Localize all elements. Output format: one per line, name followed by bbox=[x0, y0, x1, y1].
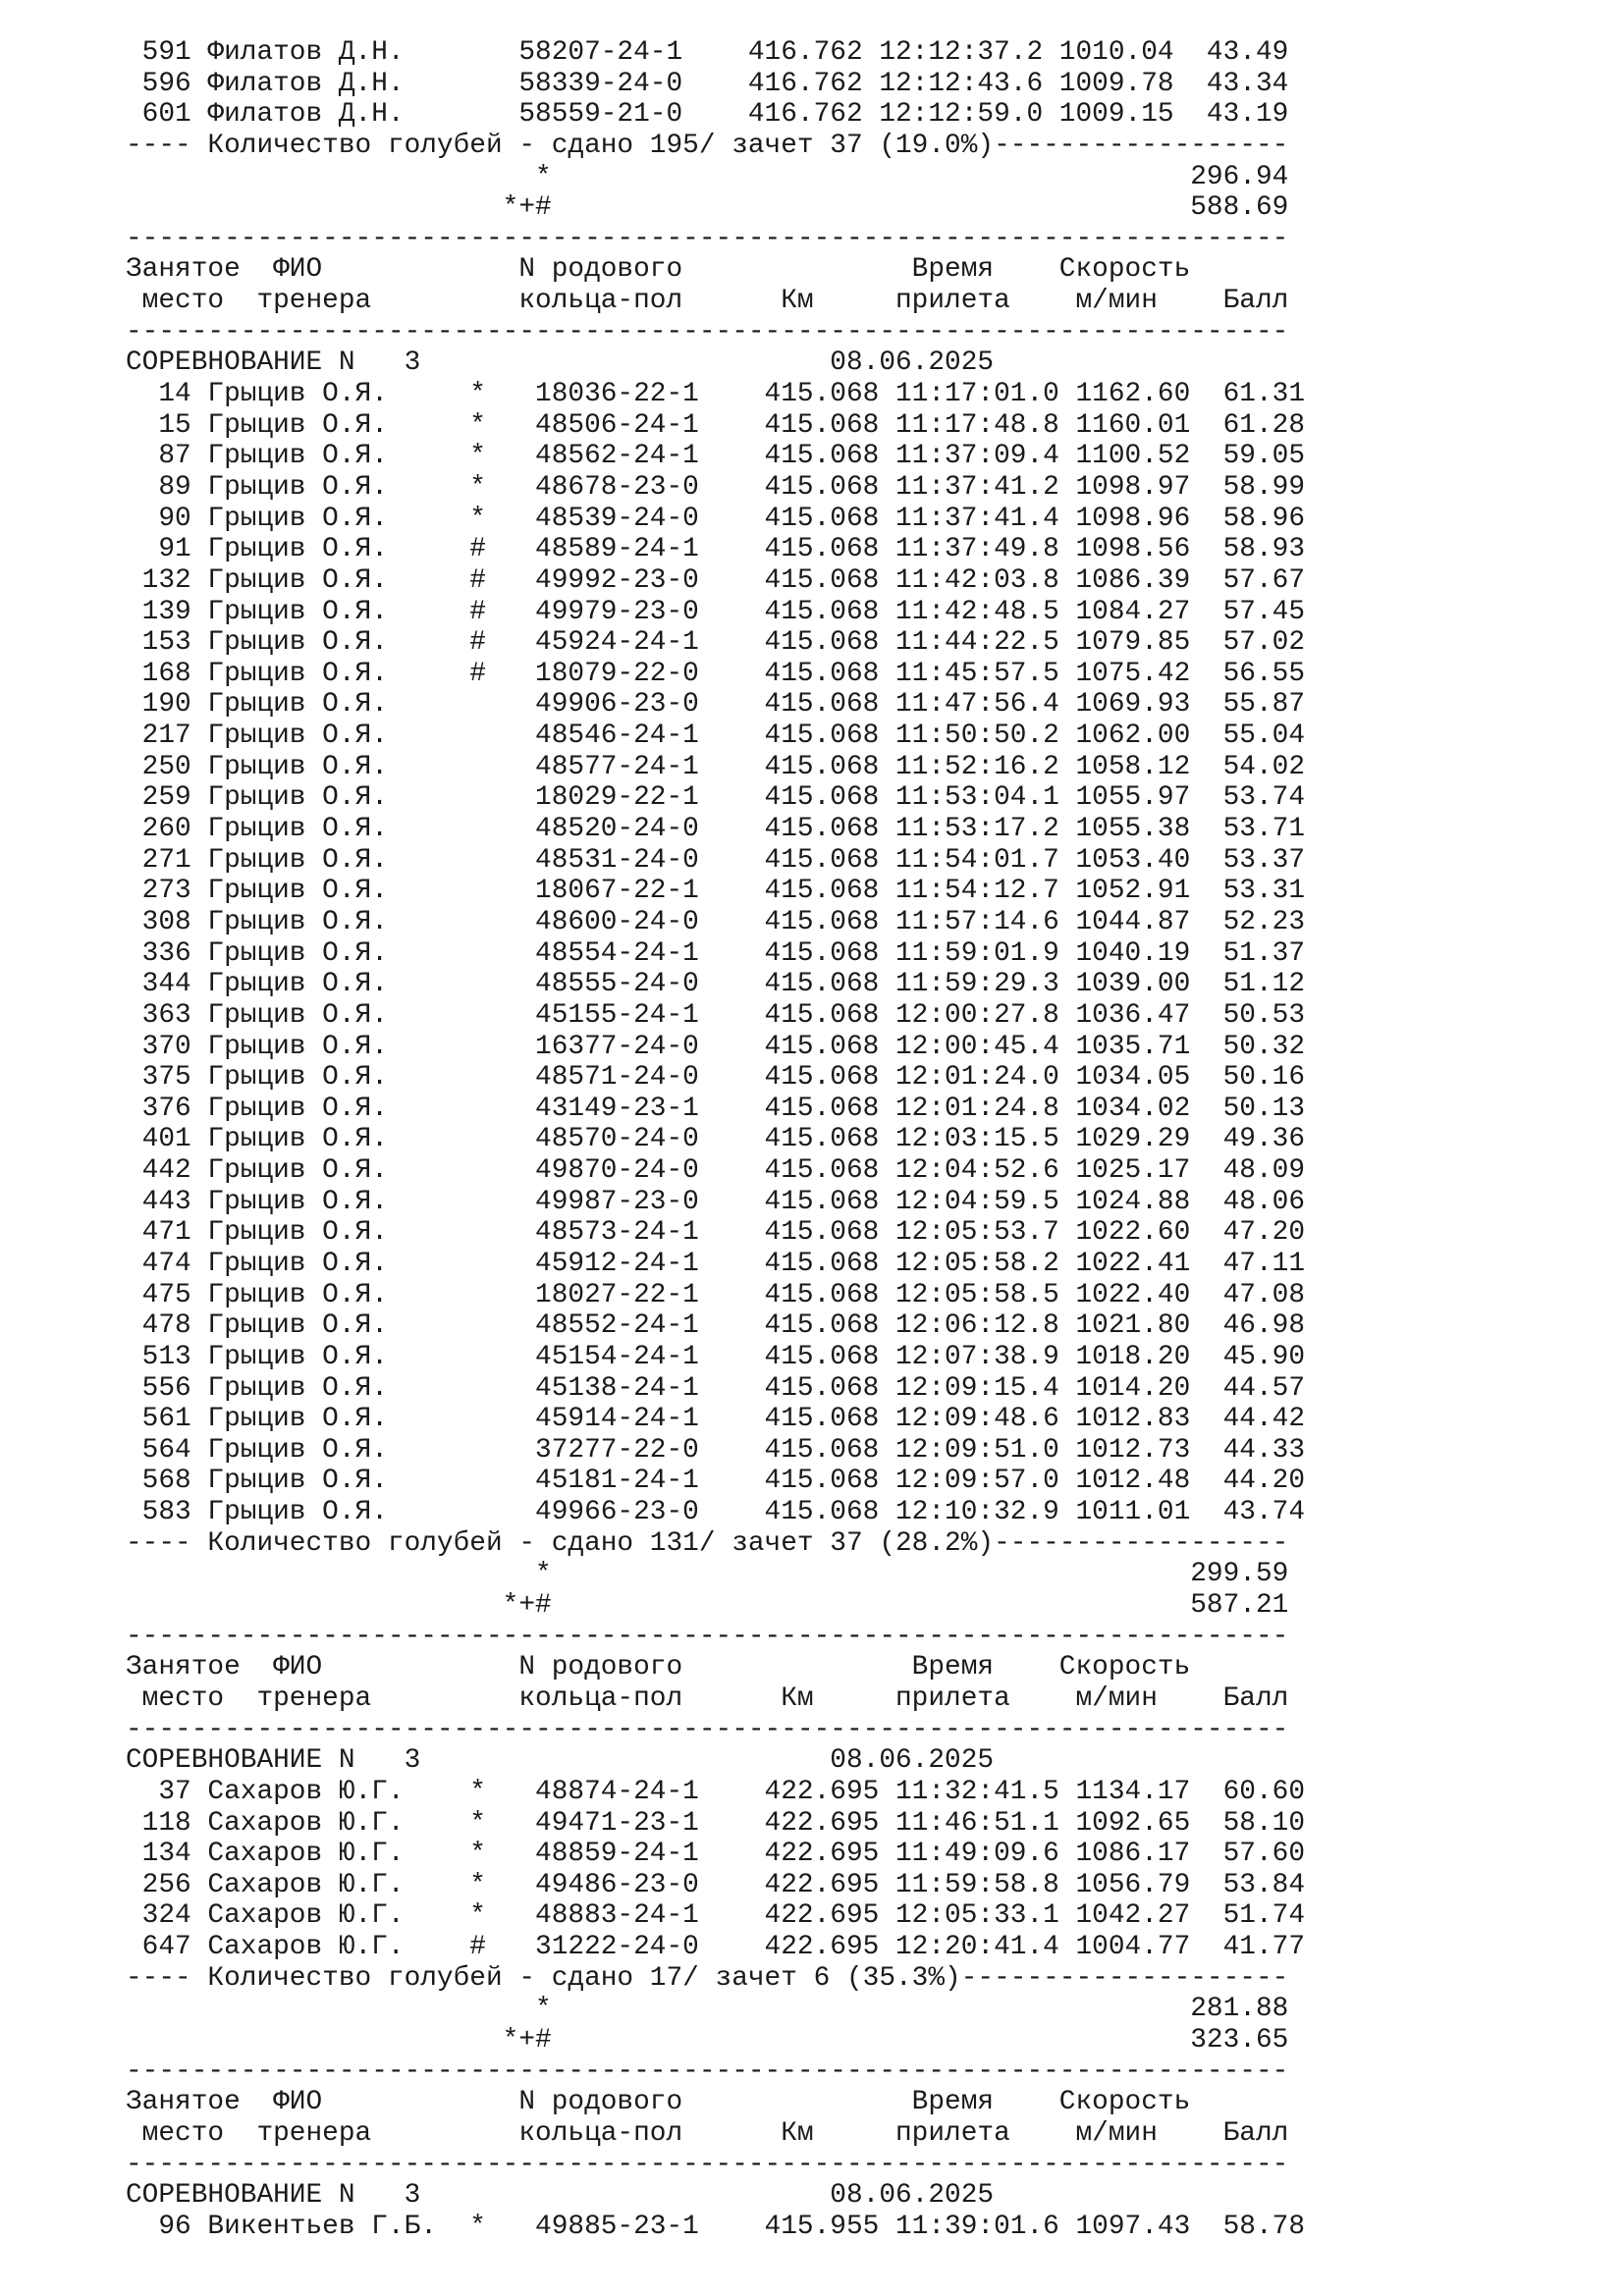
result-row: 139 Грыцив О.Я. # 49979-23-0 415.068 11:42:48.5 1084.27 57.45 bbox=[126, 596, 1306, 627]
result-row: 401 Грыцив О.Я. 48570-24-0 415.068 12:03:15.5 1029.29 49.36 bbox=[126, 1124, 1306, 1155]
column-header: место тренера кольца-пол Км прилета м/мин Балл bbox=[126, 1682, 1289, 1714]
group-total: *+# 323.65 bbox=[126, 2025, 1289, 2056]
result-row: 442 Грыцив О.Я. 49870-24-0 415.068 12:04:52.6 1025.17 48.09 bbox=[126, 1155, 1306, 1187]
result-row: 14 Грыцив О.Я. * 18036-22-1 415.068 11:17:01.0 1162.60 61.31 bbox=[126, 379, 1306, 410]
result-row: 475 Грыцив О.Я. 18027-22-1 415.068 12:05:58.5 1022.40 47.08 bbox=[126, 1279, 1306, 1310]
result-row: 336 Грыцив О.Я. 48554-24-1 415.068 11:59:01.9 1040.19 51.37 bbox=[126, 937, 1306, 969]
group-total: * 296.94 bbox=[126, 161, 1289, 192]
result-row: 90 Грыцив О.Я. * 48539-24-0 415.068 11:37:41.4 1098.96 58.96 bbox=[126, 503, 1306, 534]
result-row: 370 Грыцив О.Я. 16377-24-0 415.068 12:00:45.4 1035.71 50.32 bbox=[126, 1031, 1306, 1062]
result-row: 89 Грыцив О.Я. * 48678-23-0 415.068 11:37:41.2 1098.97 58.99 bbox=[126, 471, 1306, 503]
result-row: 443 Грыцив О.Я. 49987-23-0 415.068 12:04:59.5 1024.88 48.06 bbox=[126, 1186, 1306, 1217]
group-summary-line: ---- Количество голубей - сдано 17/ зачет 6 (35.3%)-------------------- bbox=[126, 1962, 1289, 1994]
result-row: 91 Грыцив О.Я. # 48589-24-1 415.068 11:37:49.8 1098.56 58.93 bbox=[126, 534, 1306, 565]
column-header: Занятое ФИО N родового Время Скорость bbox=[126, 2087, 1289, 2118]
result-row: 564 Грыцив О.Я. 37277-22-0 415.068 12:09:51.0 1012.73 44.33 bbox=[126, 1434, 1306, 1466]
group-summary-line: ---- Количество голубей - сдано 195/ зачет 37 (19.0%)------------------ bbox=[126, 130, 1289, 161]
group-total: *+# 588.69 bbox=[126, 192, 1289, 224]
competition-heading: СОРЕВНОВАНИЕ N 3 08.06.2025 bbox=[126, 347, 995, 379]
result-row: 324 Сахаров Ю.Г. * 48883-24-1 422.695 12:05:33.1 1042.27 51.74 bbox=[126, 1900, 1306, 1932]
result-row: 647 Сахаров Ю.Г. # 31222-24-0 422.695 12:20:41.4 1004.77 41.77 bbox=[126, 1932, 1306, 1963]
separator-line: ----------------------------------------------------------------------- bbox=[126, 1621, 1289, 1652]
result-row: 37 Сахаров Ю.Г. * 48874-24-1 422.695 11:32:41.5 1134.17 60.60 bbox=[126, 1776, 1306, 1807]
result-row: 583 Грыцив О.Я. 49966-23-0 415.068 12:10:32.9 1011.01 43.74 bbox=[126, 1497, 1306, 1528]
result-row: 132 Грыцив О.Я. # 49992-23-0 415.068 11:42:03.8 1086.39 57.67 bbox=[126, 564, 1306, 596]
result-row: 153 Грыцив О.Я. # 45924-24-1 415.068 11:44:22.5 1079.85 57.02 bbox=[126, 627, 1306, 659]
result-row: 363 Грыцив О.Я. 45155-24-1 415.068 12:00:27.8 1036.47 50.53 bbox=[126, 999, 1306, 1031]
result-row: 376 Грыцив О.Я. 43149-23-1 415.068 12:01:24.8 1034.02 50.13 bbox=[126, 1093, 1306, 1124]
result-row: 561 Грыцив О.Я. 45914-24-1 415.068 12:09:48.6 1012.83 44.42 bbox=[126, 1404, 1306, 1435]
result-row: 260 Грыцив О.Я. 48520-24-0 415.068 11:53:17.2 1055.38 53.71 bbox=[126, 814, 1306, 845]
result-row: 556 Грыцив О.Я. 45138-24-1 415.068 12:09:15.4 1014.20 44.57 bbox=[126, 1372, 1306, 1404]
competition-heading: СОРЕВНОВАНИЕ N 3 08.06.2025 bbox=[126, 1745, 995, 1777]
result-row: 568 Грыцив О.Я. 45181-24-1 415.068 12:09:57.0 1012.48 44.20 bbox=[126, 1466, 1306, 1497]
result-row: 591 Филатов Д.Н. 58207-24-1 416.762 12:12:37.2 1010.04 43.49 bbox=[126, 37, 1289, 68]
result-row: 168 Грыцив О.Я. # 18079-22-0 415.068 11:45:57.5 1075.42 56.55 bbox=[126, 658, 1306, 689]
separator-line: ----------------------------------------------------------------------- bbox=[126, 223, 1289, 254]
group-summary-line: ---- Количество голубей - сдано 131/ зачет 37 (28.2%)------------------ bbox=[126, 1527, 1289, 1559]
group-total: * 281.88 bbox=[126, 1994, 1289, 2025]
competition-heading: СОРЕВНОВАНИЕ N 3 08.06.2025 bbox=[126, 2180, 995, 2212]
result-row: 87 Грыцив О.Я. * 48562-24-1 415.068 11:37:09.4 1100.52 59.05 bbox=[126, 441, 1306, 472]
separator-line: ----------------------------------------------------------------------- bbox=[126, 2056, 1289, 2087]
result-row: 375 Грыцив О.Я. 48571-24-0 415.068 12:01:24.0 1034.05 50.16 bbox=[126, 1062, 1306, 1094]
result-row: 474 Грыцив О.Я. 45912-24-1 415.068 12:05:58.2 1022.41 47.11 bbox=[126, 1248, 1306, 1279]
group-total: * 299.59 bbox=[126, 1559, 1289, 1590]
separator-line: ----------------------------------------------------------------------- bbox=[126, 1714, 1289, 1745]
result-row: 471 Грыцив О.Я. 48573-24-1 415.068 12:05:53.7 1022.60 47.20 bbox=[126, 1217, 1306, 1249]
column-header: Занятое ФИО N родового Время Скорость bbox=[126, 254, 1289, 286]
result-row: 601 Филатов Д.Н. 58559-21-0 416.762 12:12:59.0 1009.15 43.19 bbox=[126, 99, 1289, 131]
result-row: 596 Филатов Д.Н. 58339-24-0 416.762 12:12:43.6 1009.78 43.34 bbox=[126, 68, 1289, 99]
result-row: 118 Сахаров Ю.Г. * 49471-23-1 422.695 11:46:51.1 1092.65 58.10 bbox=[126, 1807, 1306, 1839]
column-header: Занятое ФИО N родового Время Скорость bbox=[126, 1652, 1289, 1683]
separator-line: ----------------------------------------------------------------------- bbox=[126, 316, 1289, 347]
result-row: 96 Викентьев Г.Б. * 49885-23-1 415.955 11:39:01.6 1097.43 58.78 bbox=[126, 2211, 1306, 2242]
result-row: 259 Грыцив О.Я. 18029-22-1 415.068 11:53:04.1 1055.97 53.74 bbox=[126, 782, 1306, 814]
result-row: 134 Сахаров Ю.Г. * 48859-24-1 422.695 11:49:09.6 1086.17 57.60 bbox=[126, 1839, 1306, 1870]
result-row: 190 Грыцив О.Я. 49906-23-0 415.068 11:47:56.4 1069.93 55.87 bbox=[126, 689, 1306, 721]
result-row: 308 Грыцив О.Я. 48600-24-0 415.068 11:57:14.6 1044.87 52.23 bbox=[126, 906, 1306, 937]
column-header: место тренера кольца-пол Км прилета м/мин Балл bbox=[126, 286, 1289, 317]
result-row: 256 Сахаров Ю.Г. * 49486-23-0 422.695 11:59:58.8 1056.79 53.84 bbox=[126, 1869, 1306, 1900]
separator-line: ----------------------------------------------------------------------- bbox=[126, 2149, 1289, 2180]
group-total: *+# 587.21 bbox=[126, 1590, 1289, 1622]
result-row: 271 Грыцив О.Я. 48531-24-0 415.068 11:54:01.7 1053.40 53.37 bbox=[126, 844, 1306, 876]
column-header: место тренера кольца-пол Км прилета м/мин Балл bbox=[126, 2117, 1289, 2149]
result-row: 344 Грыцив О.Я. 48555-24-0 415.068 11:59:29.3 1039.00 51.12 bbox=[126, 969, 1306, 1000]
result-row: 478 Грыцив О.Я. 48552-24-1 415.068 12:06:12.8 1021.80 46.98 bbox=[126, 1310, 1306, 1342]
result-row: 217 Грыцив О.Я. 48546-24-1 415.068 11:50:50.2 1062.00 55.04 bbox=[126, 721, 1306, 752]
result-row: 273 Грыцив О.Я. 18067-22-1 415.068 11:54:12.7 1052.91 53.31 bbox=[126, 876, 1306, 907]
result-row: 513 Грыцив О.Я. 45154-24-1 415.068 12:07:38.9 1018.20 45.90 bbox=[126, 1341, 1306, 1372]
results-printout bbox=[126, 37, 1305, 2242]
result-row: 15 Грыцив О.Я. * 48506-24-1 415.068 11:17:48.8 1160.01 61.28 bbox=[126, 409, 1306, 441]
result-row: 250 Грыцив О.Я. 48577-24-1 415.068 11:52:16.2 1058.12 54.02 bbox=[126, 751, 1306, 782]
